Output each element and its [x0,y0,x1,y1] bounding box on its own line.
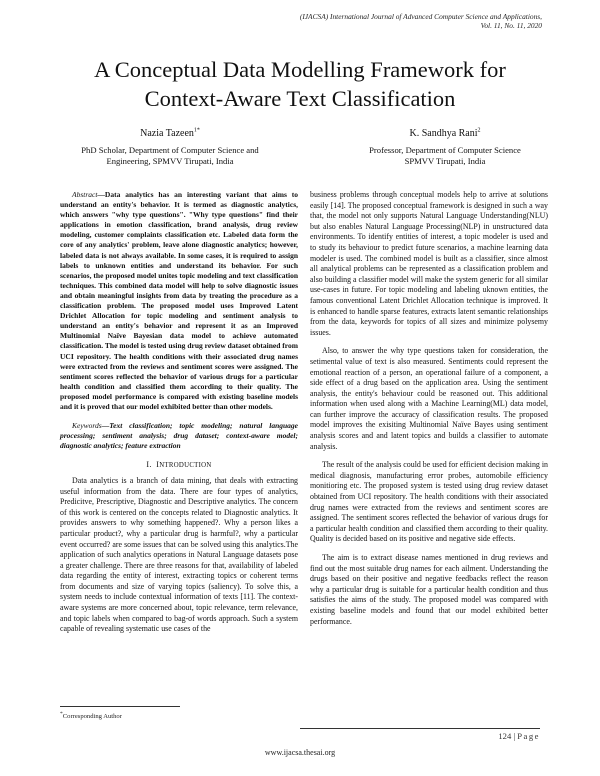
footnote: *Corresponding Author [60,711,122,721]
abstract-label: Abstract [72,190,98,199]
right-paragraph-2: Also, to answer the why type questions taken for consideration, the setimental value of text is also measured. Sentiments could represent the emotional reaction of a person, an operational failure of a component, a side effect of a drug based on the application area. Using the sentiment analysis, the entity's behaviour could be reasoned out. This additional information when used along with a Machine Learning(ML) data model, can further improve the accuracy of classification results. The proposed model improves the exisiting Multinomial Naïve Bayes using sentiment analysis scores and and latent topics and builds a classifier to automate analysis. [310,346,548,451]
paper-title-line1: A Conceptual Data Modelling Framework for [94,57,506,82]
journal-url: www.ijacsa.thesai.org [264,748,336,757]
page-number-separator: | [513,731,516,741]
author-2-affiliation-line1: Professor, Department of Computer Science [369,145,521,155]
page-word: Page [517,731,540,741]
author-2-affiliation-line2: SPMVV Tirupati, India [404,156,486,166]
keywords-text: —Text classification; topic modeling; natural language processing; sentiment analysis; drug dataset; context-aware model; diagnostic analytics; feature extraction [60,421,298,451]
footnote-divider [60,706,180,707]
author-2-superscript: 2 [477,127,481,134]
right-column [310,190,548,627]
paper-title-line2: Context-Aware Text Classification [144,86,456,111]
right-paragraph-4: The aim is to extract disease names mentioned in drug reviews and find out the most suitable drug names for each ailment. Understanding the drugs based on their positive and negative feedbacks reflect the reason why a particular drug is suitable for a particular health condition and thus satisfies the aims of the study. The proposed model was compared with existing baseline models and found that our model exhibited better performance. [310,553,548,626]
author-block-1 [50,128,290,167]
keywords [60,421,298,451]
page-number-value: 124 [498,731,512,741]
right-paragraph-3: The result of the analysis could be used for efficient decision making in medical diagnosis, manufacturing error probes, automobile efficiency monitioring etc. The proposed system is tested using drug review dataset obtained from UCI repository. The health conditions with their associated drug names were extracted from the reviews and sentiment scores are assigned. The sentiment scores reflected the behavior of various drugs for a particular health condition and classified them according to their quality. Quality is decided based on its positive and negative side effects. [310,460,548,544]
page-number-rule [300,728,540,729]
journal-header-line2: Vol. 11, No. 11, 2020 [480,21,542,30]
right-paragraph-1: business problems through conceptual models help to arrive at solutions easily [14]. The proposed conceptual framework is designed in such a way that, the model not only supports Natural Language Understanding(NLU) but also enables Natural Language Processing(NLP) in unstructured data environments. To identify entities of interest, a topic modeler is used and to study its behaviour to predict future scenarios, a machine learning data modeler is used. The combined model is built as a classifier, since almost all analytical problems can be represented as a classification problem and also building a classifier model will make the system generic for all similar use-cases in future. For topic modeling and labeling uknown entities, the famous conventional Latent Drichlet Allocation technique is improved. It is enhanced to handle sparse features, extracts latent semantic relationships from the data, keywords for topics of all sizes and minimize polysemy issues. [310,190,548,337]
abstract [60,190,298,412]
journal-header-line1: (IJACSA) International Journal of Advanced Computer Science and Applications, [299,12,542,21]
paper-title [40,55,560,113]
journal-header [182,12,542,30]
keywords-label: Keywords [72,421,102,431]
author-block-2 [315,128,575,167]
author-name-1: Nazia Tazeen$^{1*}$ [140,127,200,139]
abstract-text: —Data analytics has an interesting variant that aims to understand an entity's behavior. It is termed as diagnostic analytics, which answers "why type questions". "Why type questions" find their applications in emotion classification, brand analysis, drug review modeling, customer complaints classification etc. Labeled data form the core of any analytics' problem, leave alone diagnostic analytics; however, labeled data is not always available. In some cases, it is required to assign labels to unknown entities and understand its behavior. For such scenarios, the proposed model unites topic modeling and text classification techniques. This combined data model will help to solve diagnostic issues and obtain meaningful insights from data by treating the procedure as a classification problem. The proposed model uses Improved Latent Drichlet Allocation for topic modeling and sentiment analysis to understand an entity's behavior and represent it as an Improved Multinomial Naïve Bayesian data model to achieve automated classification. The model is tested using drug review dataset obtained from UCI repository. The health conditions with their associated drug names were extracted from the reviews and sentiment scores were assigned. The sentiment scores reflected the behavior of various drugs for a particular health condition and classified them according to their quality. The proposed model performance is compared with existing baseline models and it is proved that our model exhibited better than other models. [60,190,298,411]
author-name-2: K. Sandhya Rani$^2$ [409,127,481,139]
page-number [498,731,540,741]
author-1-superscript: 1* [193,127,200,134]
author-1-affiliation-line1: PhD Scholar, Department of Computer Science and [81,145,259,155]
author-1-affiliation-line2: Engineering, SPMVV Tirupati, India [106,156,234,166]
section-heading-introduction: I. INTRODUCTION [146,460,212,470]
left-column [60,190,298,635]
intro-paragraph: Data analytics is a branch of data mining, that deals with extracting useful information from the data. There are four types of analytics, Predicitve, Prescriptive, Diagnostic and Descriptive analytics. The concern of this work is centered on the concepts related to Diagnostic analytics. It provides answers to why something happened?. Why a person likes a particular product?, why a particular drug is harmful?, why a particular event occurred? are some issues that can be solved using this analytics.The application of such analytics operations in Natural Language datasets pose a greater challenge. There are three reasons for that, availability of labeled data regarding the entity of interest, extracting topics or coherent terms from documents and size of varying topics (saliency). To solve this, a system needs to include contextual information of texts [11]. The context-aware systems are more concerned about, topic relevance, term relevance, and topic labels when compared to bag-of words approach. Such a system capable of revealing systematic use cases of the [60,475,298,634]
